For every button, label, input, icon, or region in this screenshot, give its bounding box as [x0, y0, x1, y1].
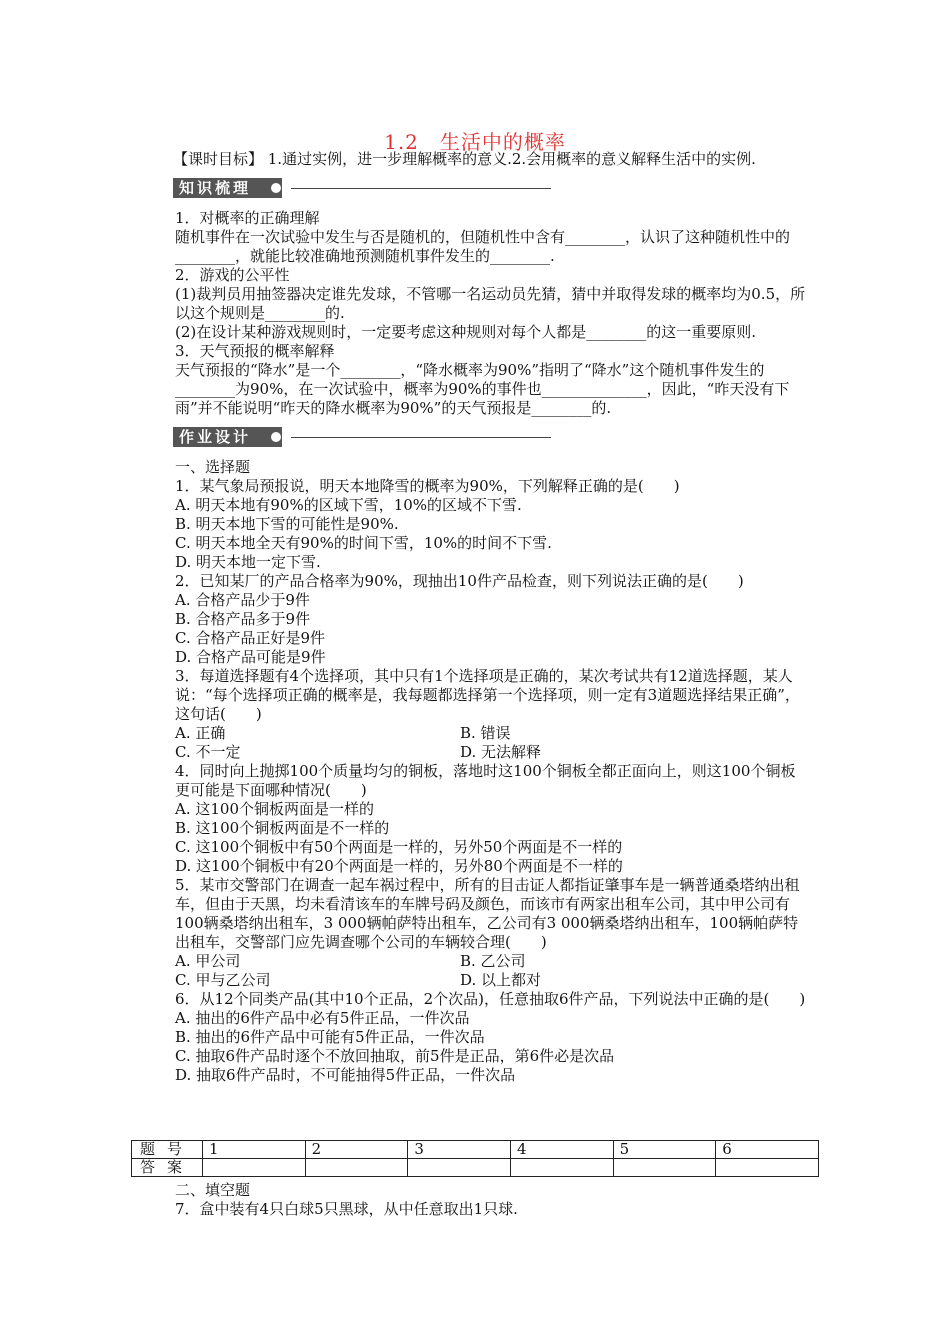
answer-cell[interactable]	[716, 1159, 819, 1177]
table-cell: 2	[305, 1141, 408, 1159]
table-row	[132, 1141, 819, 1159]
section-banner-knowledge	[173, 177, 807, 203]
knowledge-item: 随机事件在一次试验中发生与否是随机的，但随机性中含有________，认识了这种随机性中的________，就能比较准确地预测随机事件发生的________.	[175, 228, 791, 265]
question-option: B. 合格产品多于9件	[175, 610, 311, 628]
answer-table	[131, 1140, 819, 1177]
question-option: A. 合格产品少于9件	[175, 591, 310, 609]
section-banner-homework	[173, 426, 807, 452]
answer-cell[interactable]	[510, 1159, 613, 1177]
question-option: A. 甲公司	[175, 952, 241, 970]
option-row	[175, 724, 807, 743]
knowledge-item: 1．对概率的正确理解	[175, 209, 320, 227]
question-option: C. 这100个铜板中有50个两面是一样的，另外50个两面是不一样的	[175, 838, 623, 856]
fill-in-section	[175, 1181, 807, 1219]
question-option: D. 抽取6件产品时，不可能抽得5件正品，一件次品	[175, 1066, 516, 1084]
banner-label: 知识梳理	[173, 178, 282, 198]
answer-cell[interactable]	[203, 1159, 306, 1177]
option-row	[175, 952, 807, 971]
knowledge-item: 3．天气预报的概率解释	[175, 342, 335, 360]
table-cell: 5	[613, 1141, 716, 1159]
question-option: B. 这100个铜板两面是不一样的	[175, 819, 390, 837]
question-option: D. 无法解释	[460, 743, 542, 761]
table-row	[132, 1159, 819, 1177]
table-cell: 3	[408, 1141, 511, 1159]
table-cell: 1	[203, 1141, 306, 1159]
banner-rule	[291, 437, 551, 438]
question-stem: 5．某市交警部门在调查一起车祸过程中，所有的目击证人都指证肇事车是一辆普通桑塔纳出租车，但由于天黑，均未看清该车的车牌号码及颜色，而该市有两家出租车公司，其中甲公司有100辆桑塔纳出租车，3 000辆帕萨特出租车，乙公司有3 000辆桑塔纳出租车，100辆帕萨特出租车，交警部门应先调查哪个公司的车辆较合理( )	[175, 876, 800, 951]
table-cell: 6	[716, 1141, 819, 1159]
question-option: B. 明天本地下雪的可能性是90%.	[175, 515, 399, 533]
question-stem: 4．同时向上抛掷100个质量均匀的铜板，落地时这100个铜板全都正面向上，则这100个铜板更可能是下面哪种情况( )	[175, 762, 796, 799]
banner-label: 作业设计	[173, 427, 282, 447]
question-option: C. 抽取6件产品时逐个不放回抽取，前5件是正品，第6件必是次品	[175, 1047, 615, 1065]
question-option: A. 这100个铜板两面是一样的	[175, 800, 375, 818]
question-stem: 6．从12个同类产品(其中10个正品，2个次品)，任意抽取6件产品，下列说法中正确的是( )	[175, 990, 806, 1008]
question-option: D. 合格产品可能是9件	[175, 648, 326, 666]
section-heading: 二、填空题	[175, 1181, 251, 1199]
question-option: A. 正确	[175, 724, 226, 742]
question-option: D. 这100个铜板中有20个两面是一样的，另外80个两面是不一样的	[175, 857, 623, 875]
answer-cell[interactable]	[305, 1159, 408, 1177]
answer-cell[interactable]	[613, 1159, 716, 1177]
question-option: A. 明天本地有90%的区域下雪，10%的区域不下雪.	[175, 496, 522, 514]
banner-rule	[291, 188, 551, 189]
main-content	[175, 150, 807, 1085]
question-stem: 1．某气象局预报说，明天本地降雪的概率为90%，下列解释正确的是( )	[175, 477, 680, 495]
question-option: C. 合格产品正好是9件	[175, 629, 326, 647]
question-stem: 3．每道选择题有4个选择项，其中只有1个选择项是正确的，某次考试共有12道选择题，某人说：“每个选择项正确的概率是，我每题都选择第一个选择项，则一定有3道题选择结果正确”，这句话( )	[175, 667, 800, 723]
row-header: 答案	[132, 1159, 203, 1177]
question-option: D. 明天本地一定下雪.	[175, 553, 321, 571]
question-option: D. 以上都对	[460, 971, 542, 989]
knowledge-item: 天气预报的“降水”是一个________，“降水概率为90%”指明了“降水”这个随机事件发生的________为90%，在一次试验中，概率为90%的事件也______________，因此，“昨天没有下雨”并不能说明“昨天的降水概率为90%”的天气预报是________的.	[175, 361, 790, 417]
row-header: 题号	[132, 1141, 203, 1159]
table-cell: 4	[510, 1141, 613, 1159]
banner-dot-icon	[271, 183, 281, 193]
knowledge-item: 2．游戏的公平性	[175, 266, 290, 284]
knowledge-item: (1)裁判员用抽签器决定谁先发球，不管哪一名运动员先猜，猜中并取得发球的概率均为0.5，所以这个规则是________的.	[175, 285, 806, 322]
question-option: B. 乙公司	[460, 952, 526, 970]
option-row	[175, 971, 807, 990]
page-title: 1.2 生活中的概率	[384, 130, 566, 154]
question-option: A. 抽出的6件产品中必有5件正品，一件次品	[175, 1009, 470, 1027]
lesson-objective: 【课时目标】 1.通过实例，进一步理解概率的意义.2.会用概率的意义解释生活中的实例.	[173, 150, 756, 168]
question-option: C. 甲与乙公司	[175, 971, 271, 989]
question-option: C. 明天本地全天有90%的时间下雪，10%的时间不下雪.	[175, 534, 552, 552]
question-stem: 7．盒中装有4只白球5只黑球，从中任意取出1只球.	[175, 1200, 518, 1218]
answer-cell[interactable]	[408, 1159, 511, 1177]
banner-dot-icon	[271, 432, 281, 442]
option-row	[175, 743, 807, 762]
question-stem: 2．已知某厂的产品合格率为90%，现抽出10件产品检查，则下列说法正确的是( )	[175, 572, 744, 590]
knowledge-item: (2)在设计某种游戏规则时，一定要考虑这种规则对每个人都是________的这一重要原则.	[175, 323, 757, 341]
section-heading: 一、选择题	[175, 458, 251, 476]
question-option: B. 抽出的6件产品中可能有5件正品，一件次品	[175, 1028, 485, 1046]
question-option: C. 不一定	[175, 743, 241, 761]
question-option: B. 错误	[460, 724, 511, 742]
